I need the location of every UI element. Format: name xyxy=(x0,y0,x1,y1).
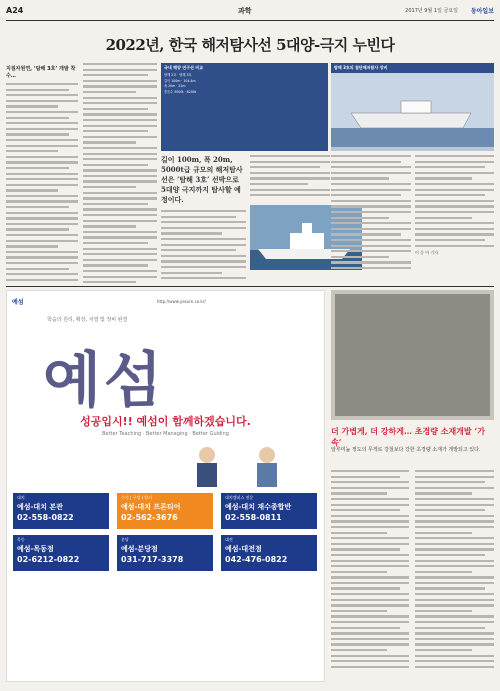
branch-card[interactable] xyxy=(117,493,213,529)
table-row: 길이 100m · 104.4m xyxy=(164,78,196,83)
article-column-5 xyxy=(331,155,411,285)
branch-name: 예섬-대전점 xyxy=(225,545,262,553)
material-photo xyxy=(331,290,494,420)
issue-date: 2017년 9월 1일 금요일 xyxy=(405,8,458,14)
branch-card[interactable] xyxy=(221,493,317,529)
body-text xyxy=(415,470,494,668)
table-title: 국내 해양 연구선 비교 xyxy=(164,65,203,70)
table-row: 총톤수 5000t · 6200t xyxy=(164,89,197,94)
branch-card[interactable] xyxy=(221,535,317,571)
branch-location: 목동 xyxy=(17,537,25,542)
branch-card[interactable] xyxy=(13,493,109,529)
ad-brand: 예섬 xyxy=(12,299,24,306)
sidebar-lead: 알루미늄 정도의 무게로 강철보다 강한 초경량 소재가 개발되고 있다. xyxy=(331,447,481,453)
body-text xyxy=(250,155,330,196)
branch-card[interactable] xyxy=(13,535,109,571)
body-text xyxy=(331,155,411,269)
main-headline: 2022년, 한국 해저탐사선 5대양-극지 누빈다 xyxy=(105,36,395,54)
article-subhead: 지질자원연, ‘탐해 3호’ 개발 착수… xyxy=(6,66,76,79)
ship-diagram xyxy=(331,73,494,147)
sidebar-column-1 xyxy=(331,470,409,675)
article-column-6 xyxy=(415,155,494,285)
branch-location: 분당 xyxy=(121,537,129,542)
article-column-2 xyxy=(83,63,157,283)
body-text xyxy=(83,63,157,283)
section-label: 과학 xyxy=(238,7,252,15)
body-text xyxy=(6,83,78,283)
page-header xyxy=(6,4,494,18)
branch-phone: 042-476-0822 xyxy=(225,555,288,564)
pull-quote: 길이 100m, 폭 20m, 5000t급 규모의 해저탐사선은 ‘탐해 3호’ 선박으로 5대양 극지까지 탐사할 예정이다. xyxy=(161,155,243,204)
equipment-graphic xyxy=(331,63,494,151)
branch-phone: 02-562-3676 xyxy=(121,513,178,522)
ad-hero-text: 예섬 xyxy=(43,346,165,416)
advertisement xyxy=(6,290,325,682)
branch-phone: 031-717-3378 xyxy=(121,555,184,564)
branch-name: 예섬-대치 프론티어 xyxy=(121,503,181,511)
page-number: A24 xyxy=(6,6,24,15)
branch-location: 대치 xyxy=(17,495,25,500)
ad-slogan: 성공입시!! 예섬이 함께하겠습니다. xyxy=(80,415,251,428)
photo-content xyxy=(335,294,490,416)
table-row: 탐해 2호 · 탐해 3호 xyxy=(164,73,192,77)
graphic-title: 탐해 3호의 첨단해저탐사 장비 xyxy=(331,63,494,73)
paper-name: 동아일보 xyxy=(470,8,494,15)
ad-url[interactable]: http://www.yesum.co.kr/ xyxy=(157,299,206,304)
students-illustration xyxy=(157,441,317,489)
byline: 이 동 아 기자 xyxy=(415,250,439,256)
sidebar-headline: 더 가볍게, 더 강하게… 초경량 소재개발 ‘가속’ xyxy=(331,426,485,447)
body-text xyxy=(161,210,246,279)
branch-name: 예섬-대치 본관 xyxy=(17,503,63,511)
table-row: 폭 20m · 22m xyxy=(164,84,186,88)
branch-card[interactable] xyxy=(117,535,213,571)
branch-name: 예섬-분당점 xyxy=(121,545,158,553)
branch-name: 예섬-목동점 xyxy=(17,545,54,553)
branch-name: 예섬-대치 재수종합반 xyxy=(225,503,292,511)
header-rule xyxy=(6,20,494,21)
branch-location: 대치캠퍼스 전문 xyxy=(225,495,254,500)
section-divider xyxy=(6,286,494,287)
ad-subtitle: 학습의 원리, 확장, 치열 및 정비 완결 xyxy=(47,317,128,323)
branch-phone: 02-558-0822 xyxy=(17,513,74,522)
branch-phone: 02-6212-0822 xyxy=(17,555,80,564)
branch-location: 대전 xyxy=(225,537,233,542)
branch-phone: 02-558-0811 xyxy=(225,513,282,522)
body-text xyxy=(415,155,494,247)
vessel-comparison-table xyxy=(161,63,328,151)
article-column-3 xyxy=(161,210,246,285)
branch-location: 수지 | 구성 | 양지 xyxy=(121,495,152,500)
article-column-1 xyxy=(6,63,78,283)
sidebar-column-2 xyxy=(415,470,494,675)
article-column-4 xyxy=(250,155,330,205)
ad-tagline: Better Teaching · Better Managing · Better Guiding xyxy=(102,431,229,437)
body-text xyxy=(331,470,409,668)
